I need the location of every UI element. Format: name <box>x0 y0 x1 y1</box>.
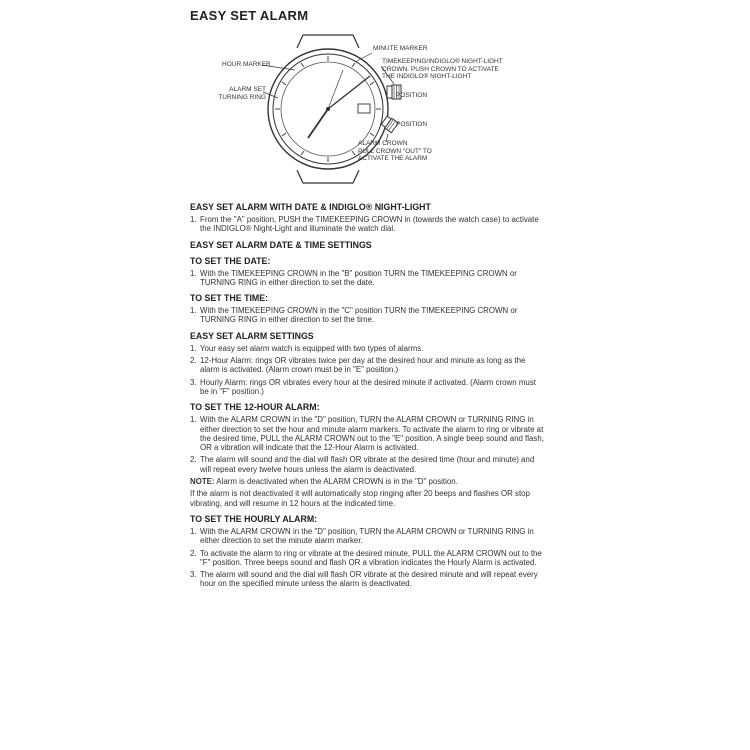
list-item: 1. With the ALARM CROWN in the "D" position, TURN the ALARM CROWN or TURNING RING in either direction to set the minute alarm marker. <box>190 526 534 546</box>
position-label-2: POSITION <box>396 121 428 128</box>
section-heading-date-indiglo: EASY SET ALARM WITH DATE & INDIGLO® NIGHT-LIGHT <box>190 202 431 212</box>
list-12-hour-alarm <box>190 415 545 474</box>
page-title: EASY SET ALARM <box>190 8 309 23</box>
list-item: 1. With the TIMEKEEPING CROWN in the "C" position TURN the TIMEKEEPING CROWN or TURNING RING in either direction to set the time. <box>190 306 518 325</box>
list-item: 3. The alarm will sound and the dial will flash OR vibrate at the desired minute and will repeat every hour on the specified minute unless the alarm is deactivated. <box>190 570 538 589</box>
hour-marker-label: HOUR MARKER <box>222 61 271 68</box>
list-item: 2. To activate the alarm to ring or vibrate at the desired minute, PULL the ALARM CROWN out to the "F" position. Three beeps sound and flash OR a vibration indicates the Hourly Alarm is activated. <box>190 548 542 567</box>
list-alarm-settings <box>190 344 545 396</box>
list-item: 2. 12-Hour Alarm: rings OR vibrates twice per day at the desired hour and minute as long as the alarm is activated. (Alarm crown must be in "E" position.) <box>190 356 526 375</box>
list-item: 1. From the "A" position, PUSH the TIMEKEEPING CROWN in (towards the watch case) to activate the INDIGLO® Night-Light and illuminate the watch dial. <box>190 215 539 234</box>
section-heading-set-date: TO SET THE DATE: <box>190 255 271 266</box>
note-paragraph <box>190 477 545 486</box>
list-item: 2. The alarm will sound and the dial will flash OR vibrate at the desired time (hour and minute) and will repeat every twelve hours unless the alarm is deactivated. <box>190 455 535 474</box>
timekeeping-crown-label: TIMEKEEPING/INDIGLO® NIGHT-LIGHT CROWN. PUSH CROWN TO ACTIVATE THE INDIGLO® NIGHT-LIGHT <box>382 58 503 80</box>
section-heading-12-hour-alarm: TO SET THE 12-HOUR ALARM: <box>190 402 320 413</box>
list-item: 1. With the ALARM CROWN in the "D" position, TURN the ALARM CROWN or TURNING RING in either direction to set the hour and minute alarm markers. To activate the alarm to ring or vibrate at the desired time, PULL the ALARM CROWN out to the "E" position. A single beep sound and flash, OR a vibration will indicate that the 12-Hour Alarm is activated. <box>190 415 544 453</box>
list-item: 1. With the TIMEKEEPING CROWN in the "B" position TURN the TIMEKEEPING CROWN or TURNING RING in either direction to set the date. <box>190 268 517 287</box>
alarm-crown-label: ALARM CROWN PULL CROWN "OUT" TO ACTIVATE THE ALARM <box>358 140 432 162</box>
list-date-indiglo <box>190 215 545 234</box>
list-set-date <box>190 269 545 288</box>
list-item: 3. Hourly Alarm: rings OR vibrates every hour at the desired minute if activated. (Alarm crown must be in "F" position.) <box>190 377 536 396</box>
list-item: 1. Your easy set alarm watch is equipped with two types of alarms. <box>190 343 424 353</box>
minute-marker-label: MINUTE MARKER <box>373 45 428 52</box>
alarm-set-ring-label: ALARM SET TURNING RING <box>218 86 266 101</box>
note-label: NOTE: <box>190 477 215 487</box>
section-heading-hourly-alarm: TO SET THE HOURLY ALARM: <box>190 513 318 524</box>
auto-stop-paragraph: If the alarm is not deactivated it will automatically stop ringing after 20 beeps and flashes OR stop vibrating, and will resume in 12 hours at the indicated time. <box>190 489 530 508</box>
section-heading-alarm-settings: EASY SET ALARM SETTINGS <box>190 330 314 341</box>
list-hourly-alarm <box>190 527 545 589</box>
watch-diagram <box>200 30 503 195</box>
position-label-1: POSITION <box>396 92 428 99</box>
list-set-time <box>190 306 545 325</box>
section-heading-set-time: TO SET THE TIME: <box>190 293 269 304</box>
watch-illustration <box>200 30 500 195</box>
note-text: Alarm is deactivated when the ALARM CROWN is in the "D" position. <box>214 477 458 487</box>
section-heading-date-time-settings: EASY SET ALARM DATE & TIME SETTINGS <box>190 239 372 250</box>
instructions-body <box>190 196 545 592</box>
